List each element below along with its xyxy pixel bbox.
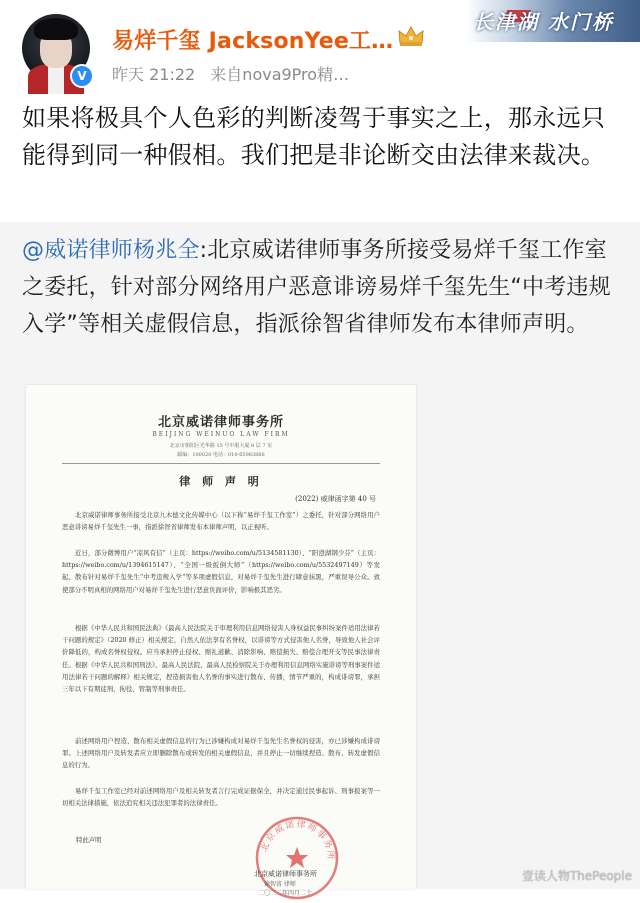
verified-v-icon: V [70,64,94,88]
doc-tel: 邮编：100020 电话：010-65983886 [177,452,265,458]
doc-divider [62,463,380,464]
post-header [0,0,640,96]
mention-link[interactable]: @威诺律师杨兆全 [22,238,200,263]
doc-firm-name: 北京威诺律师事务所 [157,415,284,430]
avatar-hair [34,18,78,40]
lawyer-statement-image[interactable] [26,385,416,897]
crown-icon[interactable] [397,24,425,48]
doc-ref-number: (2022) 威律函字第 40 号 [295,495,376,503]
doc-date: 二〇二二年四月二十 [258,890,313,897]
banner-text: 长津湖 水门桥 [473,10,614,34]
doc-paragraph: 前述网络用户捏造、散布相关虚假信息的行为已涉嫌构成对易烊千玺先生名誉权的侵害，亦已涉嫌构成诽谤罪。上述网络用户及转发者应立即删除散布或转发的相关虚假信息，并且停止一切继续捏造、散布、转发虚假信息的行为。 [62,737,380,770]
doc-paragraph: 北京威诺律师事务所接受北京九木德文化传媒中心（以下称“易烊千玺工作室”）之委托，针对部分网络用户恶意诽谤易烊千玺先生一事，指派徐智省律师发布本律师声明，以正视听。 [62,511,380,532]
seal-text: 北京威诺律师事务所 [259,819,336,862]
post-text: 如果将极具个人色彩的判断凌驾于事实之上，那永远只能得到同一种假相。我们把是非论断交由法律来裁决。 [22,104,606,169]
post-time: 昨天 21:22 [112,65,196,84]
quoted-text [22,232,622,343]
user-name[interactable]: 易烊千玺 JacksonYee工… [112,29,394,54]
quoted-post[interactable] [0,222,640,897]
doc-paragraph: 易烊千玺工作室已经对前述网络用户及相关转发者言行完成证据保全，并决定通过民事起诉、刑事报案等一切相关法律措施，依法追究相关违法犯罪者的法律责任。 [62,787,380,808]
doc-address: 北京市朝阳区光华路 15 号中服大厦 8 层 7 室 [169,443,273,449]
doc-title: 律 师 声 明 [179,475,263,488]
doc-firm-english: BEIJING WEINUO LAW FIRM [152,431,290,438]
watermark: 壹读人物ThePeople [521,869,632,883]
doc-paragraph: 近日，部分微博用户“凉风有信”（主页：https://weibo.com/u/5134581130）、“阳澄湖钢少芬”（主页：https://weibo.com/u/1394615147）、“全国一级扳倒大师”（https://weibo.com/u/5532497149）等发起、散布针对易烊千玺先生“中考违规入学”等多项虚假信息，对易烊千玺先生进行肆意抹黑，严重误导公众。致使部分不明真相的网络用户对易烊千玺先生进行恶意负面评价，影响极其恶劣。 [62,549,380,594]
post-meta [112,62,359,85]
post-source[interactable]: 来自nova9Pro精… [210,65,350,84]
quoted-body: :北京威诺律师事务所接受易烊千玺工作室之委托，针对部分网络用户恶意诽谤易烊千玺先生“中考违规入学”等相关虚假信息，指派徐智省律师发布本律师声明。 [22,238,611,337]
doc-sign-firm: 北京威诺律师事务所 [254,870,317,878]
header-banner-image [465,0,640,42]
doc-closing: 特此声明 [76,836,102,844]
doc-paragraph: 根据《中华人民共和国民法典》《最高人民法院关于审理利用信息网络侵害人身权益民事纠纷案件适用法律若干问题的规定》（2020 修正）相关规定，自然人依法享有名誉权，以诽谤等方式侵害他人名誉，导致他人社会评价降低的，构成名誉权侵权。应当承担停止侵权、赔礼道歉、消除影响、赔偿损失、赔偿合理开支等民事法律责任。根据《中华人民共和国刑法》、最高人民法院、最高人民检察院关于办理利用信息网络实施诽谤等刑事案件适用法律若干问题的解释》相关规定，捏造损害他人名誉的事实进行散布、传播，情节严重的，构成诽谤罪，承担三年以下有期徒刑、拘役、管制等刑事责任。 [62,624,380,694]
doc-sign-lawyer: 徐智省 律师 [264,881,296,888]
avatar-shirt-collar [48,64,64,94]
